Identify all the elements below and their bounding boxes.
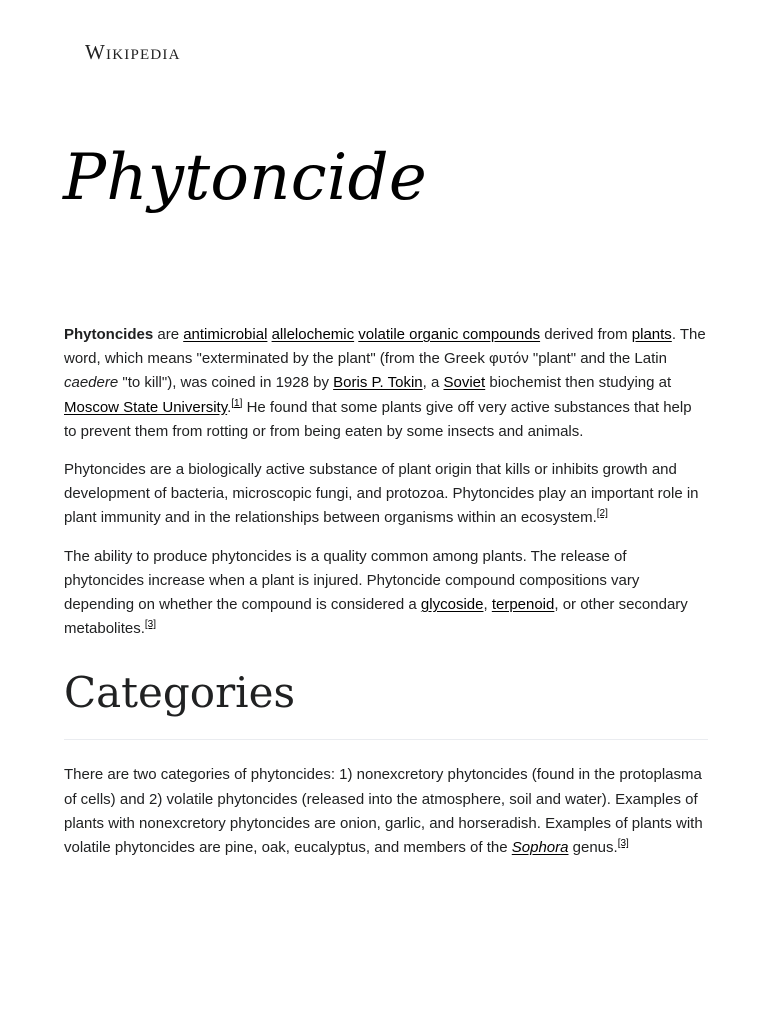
article-content (64, 323, 708, 874)
section-categories-body (64, 763, 708, 860)
text-span: . The word, which means "exterminated by the plant" (from the Greek φυτόν "plant" and the Latin (64, 326, 706, 368)
text-span: "to kill"), was coined in 1928 by (118, 374, 334, 392)
reference-1 (231, 398, 242, 409)
reference-link-3[interactable]: [3] (144, 619, 156, 631)
text-span: There are two categories of phytoncides: 1) nonexcretory phytoncides (found in the protoplasma of cells) and 2) volatile phytoncides (released into the atmosphere, soil and water). Examples of plants with nonexcretory phytoncides are onion, garlic, and horseradish. Examples of plants with volatile phytoncides are pine, oak, eucalyptus, and members of the (64, 766, 703, 857)
link-allelochemic[interactable]: allelochemic (271, 326, 355, 343)
reference-link-1[interactable]: [1] (231, 397, 243, 409)
site-header (85, 38, 181, 66)
text-span: The ability to produce phytoncides is a quality common among plants. The release of phytoncides increase when a plant is injured. Phytoncide compound compositions vary depending on whether the compound is considered a (64, 547, 640, 614)
page-title: Phytoncide (63, 141, 428, 215)
link-boris-tokin[interactable]: Boris P. Tokin (333, 374, 423, 392)
text-span: , a (422, 374, 444, 392)
text-span: Phytoncides are a biologically active substance of plant origin that kills or inhibits growth and development of bacteria, microscopic fungi, and protozoa. Phytoncides play an important role in plant immunity and in the relationships between organisms within an ecosystem. (64, 461, 699, 527)
reference-2 (597, 508, 608, 519)
wikipedia-wordmark-logo[interactable]: Wikipedia (85, 40, 181, 64)
text-span: genus. (568, 839, 618, 857)
reference-3-repeat (618, 838, 629, 849)
link-plants[interactable]: plants (631, 326, 672, 343)
reference-link-2[interactable]: [2] (596, 508, 608, 520)
italic-sophora: Sophora (511, 839, 569, 857)
text-span: He found that some plants give off very active substances that help to prevent them from rotting or from being eaten by some insects and animals. (64, 398, 692, 440)
link-soviet[interactable]: Soviet (443, 374, 486, 392)
section-heading-categories: Categories (64, 665, 708, 740)
link-moscow-state-university[interactable]: Moscow State University (64, 398, 228, 416)
text-span: derived from (540, 326, 632, 343)
intro-paragraph-2 (64, 458, 708, 531)
link-terpenoid[interactable]: terpenoid (491, 596, 555, 614)
link-volatile-organic-compounds[interactable]: volatile organic compounds (358, 326, 541, 343)
text-span: , (483, 596, 492, 614)
intro-paragraph-1 (64, 323, 708, 444)
text-span: are (153, 326, 184, 343)
reference-3 (145, 619, 156, 630)
text-span: , or other secondary metabolites. (64, 596, 688, 638)
link-glycoside[interactable]: glycoside (420, 596, 484, 614)
bold-term-phytoncides: Phytoncides (64, 326, 154, 343)
categories-paragraph-1 (64, 763, 708, 860)
link-antimicrobial[interactable]: antimicrobial (183, 326, 268, 343)
text-span: . (227, 398, 232, 416)
italic-caedere: caedere (64, 374, 119, 392)
intro-paragraph-3 (64, 545, 708, 642)
text-span: biochemist then studying at (485, 374, 672, 392)
link-sophora[interactable] (512, 839, 569, 856)
reference-link-3-repeat[interactable]: [3] (617, 838, 629, 850)
